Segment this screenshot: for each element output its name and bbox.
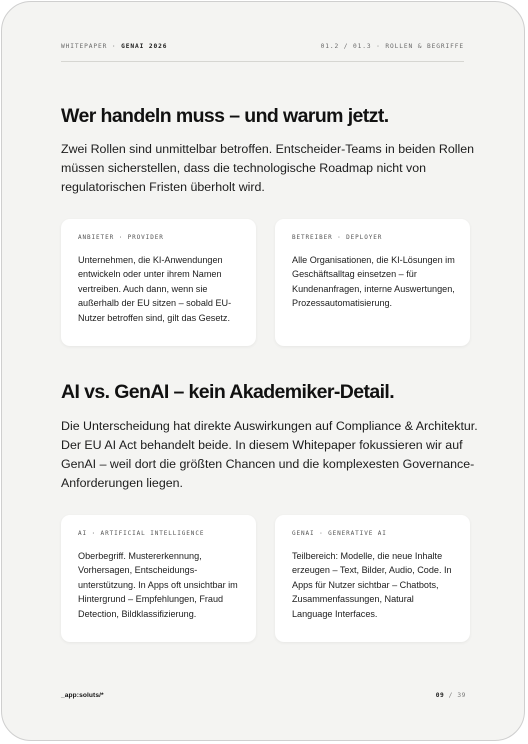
card-text: Teilbereich: Modelle, die neue Inhalte erzeugen – Text, Bilder, Audio, Code. In Apps für Nutzer sichtbar – Chatbots, Zusammenfassungen, Natural Language Interfaces. xyxy=(292,551,452,619)
header-separator: · xyxy=(107,43,122,50)
card-genai xyxy=(275,515,470,642)
card-text: Alle Organisationen, die KI-Lösungen im Geschäftsalltag einsetzen – für Kundenanfragen, interne Auswertungen, Prozessautomatisierung. xyxy=(292,255,455,309)
section-heading-ai-genai: AI vs. GenAI – kein Akademiker-Detail. xyxy=(61,381,395,403)
card-label: GENAI · GENERATIVE AI xyxy=(292,530,387,537)
footer-logo: _app:soluts/* xyxy=(61,692,104,699)
page-current: 09 xyxy=(435,692,445,699)
header-left xyxy=(61,43,167,50)
section-label: 01.2 / 01.3 · ROLLEN & BEGRIFFE xyxy=(320,43,464,50)
card-text: Oberbegriff. Mustererkennung, Vorhersagen, Entscheidungs-unterstützung. In Apps oft unsichtbar im Hintergrund – Empfehlungen, Fraud Detection, Bildklassifizierung. xyxy=(78,551,238,619)
doc-title: GENAI 2026 xyxy=(121,43,168,50)
page-total: 39 xyxy=(457,692,466,699)
document-page xyxy=(1,1,525,741)
card-provider xyxy=(61,219,256,346)
section-heading-roles: Wer handeln muss – und warum jetzt. xyxy=(61,105,389,127)
section-lead-ai-genai: Die Unterscheidung hat direkte Auswirkungen auf Compliance & Architektur. Der EU AI Act behandelt beide. In diesem Whitepaper fokussieren wir auf GenAI – weil dort die größten Chancen und die komplexesten Governance-Anforderungen liegen. xyxy=(61,419,478,490)
section-lead-roles: Zwei Rollen sind unmittelbar betroffen. Entscheider-Teams in beiden Rollen müssen sicherstellen, dass die technologische Roadmap nicht von regulatorischen Fristen überholt wird. xyxy=(61,142,475,194)
card-label: ANBIETER · PROVIDER xyxy=(78,234,164,241)
card-deployer xyxy=(275,219,470,346)
card-text: Unternehmen, die KI-Anwendungen entwickeln oder unter ihrem Namen vertreiben. Auch dann, wenn sie außerhalb der EU sitzen – sobald EU-Nutzer betroffen sind, gilt das Gesetz. xyxy=(78,255,232,323)
card-ai xyxy=(61,515,256,642)
page-number xyxy=(436,692,466,699)
page-separator: / xyxy=(444,692,458,699)
doc-label: WHITEPAPER xyxy=(61,43,108,50)
page-header xyxy=(61,43,464,62)
card-label: AI · ARTIFICIAL INTELLIGENCE xyxy=(78,530,205,537)
card-label: BETREIBER · DEPLOYER xyxy=(292,234,383,241)
